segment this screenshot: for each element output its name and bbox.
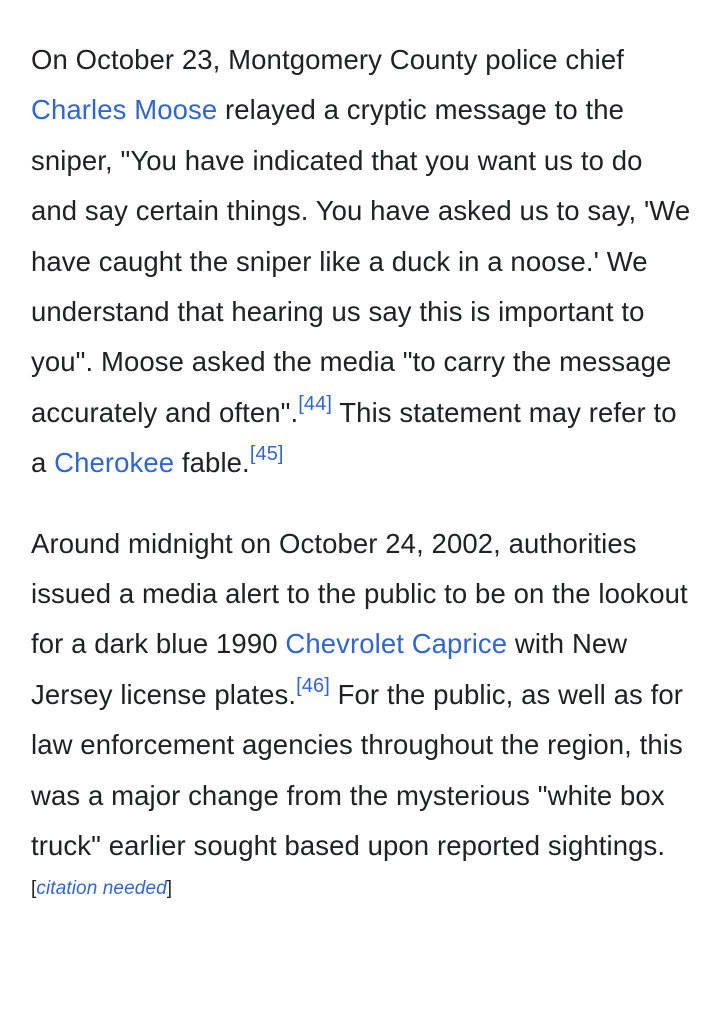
paragraph-october-23 [31, 35, 691, 489]
reference-45-link[interactable]: [45] [249, 443, 284, 466]
paragraph-text: relayed a cryptic message to the sniper, "You have indicated that you want us to do and say certain things. You have asked us to say, 'We have caught the sniper like a duck in a noose.' We understand that hearing us say this is important to you". Moose asked the media "to carry the message accurately and often". [31, 94, 691, 428]
citation-needed-tag [31, 878, 172, 899]
reference-46-link[interactable]: [46] [296, 674, 330, 697]
article-body [31, 35, 691, 952]
paragraph-text: For the public, as well as for law enforcement agencies throughout the region, this was a major change from the mysterious "white box truck" earlier sought based upon reported sightings. [31, 678, 683, 862]
link-cherokee[interactable]: Cherokee [54, 447, 175, 479]
citation-bracket-close: ] [166, 877, 173, 899]
reference-44 [298, 393, 332, 415]
reference-45 [250, 443, 284, 465]
reference-44-link[interactable]: [44] [298, 392, 333, 415]
citation-bracket-open: [ [31, 877, 37, 899]
paragraph-text: Around midnight on October 24, 2002, authorities issued a media alert to the public to be on the lookout for a dark blue 1990 [31, 527, 688, 660]
paragraph-text: On October 23, Montgomery County police chief [31, 44, 624, 75]
link-chevrolet-caprice[interactable]: Chevrolet Caprice [285, 628, 508, 660]
paragraph-text: This statement may refer to a [31, 396, 677, 479]
link-charles-moose[interactable]: Charles Moose [31, 94, 218, 126]
citation-needed-link[interactable]: citation needed [36, 877, 167, 899]
paragraph-october-24 [31, 519, 691, 922]
paragraph-text: with New Jersey license plates. [31, 628, 628, 710]
paragraph-text: fable. [174, 447, 250, 479]
reference-46 [296, 675, 330, 697]
